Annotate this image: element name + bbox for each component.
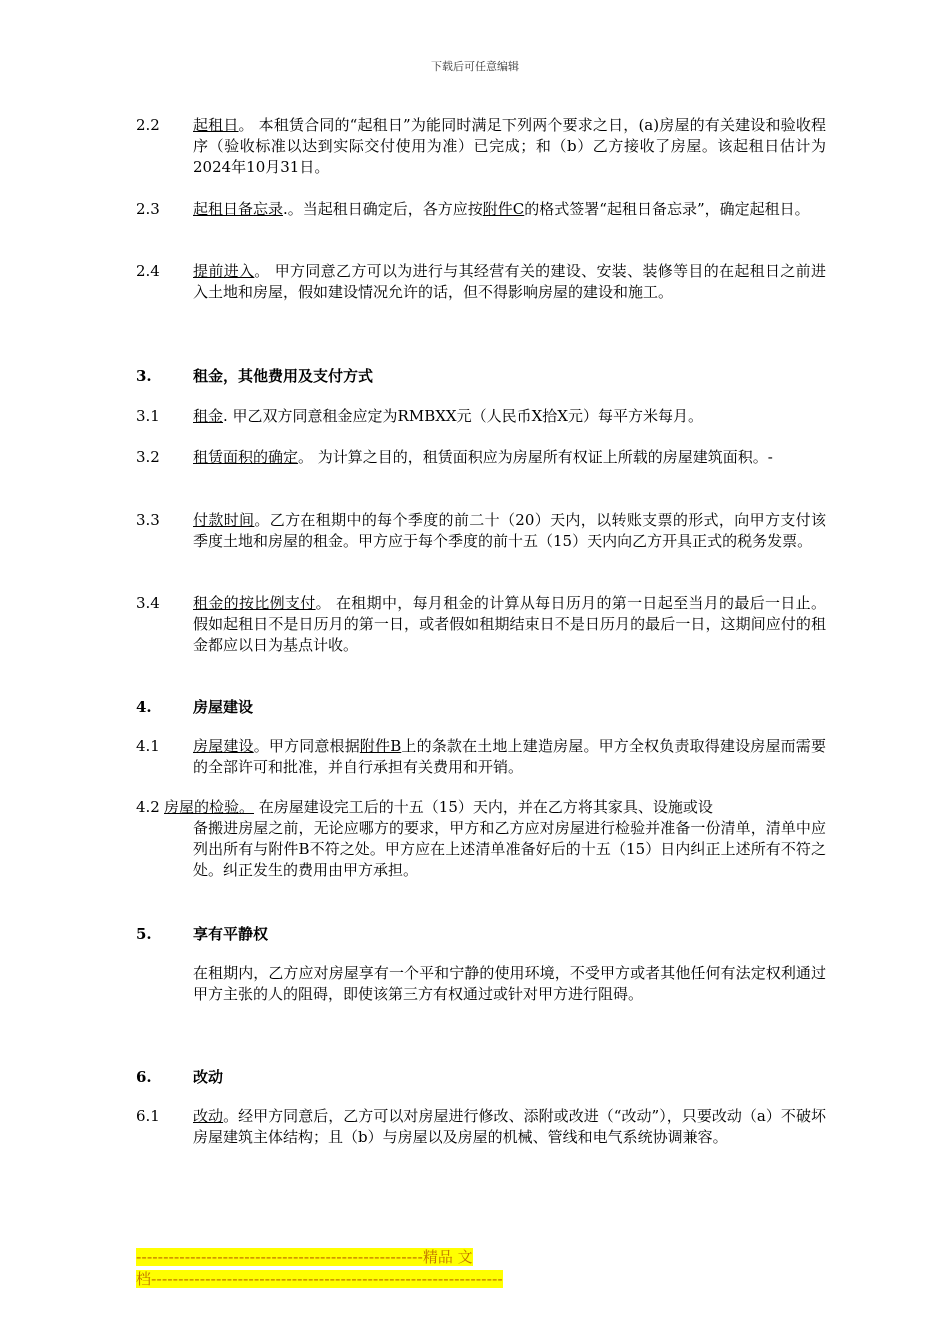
- clause-number: 3.4: [136, 594, 160, 612]
- clause-6-1: [136, 1106, 826, 1148]
- section-title: 房屋建设: [193, 698, 254, 716]
- clause-text: 在租期内，乙方应对房屋享有一个平和宁静的使用环境，不受甲方或者其他任何有法定权利通过甲方主张的人的阻碍，即使该第三方有权通过或针对甲方进行阻碍。: [193, 964, 826, 1003]
- clause-number: 3.3: [136, 511, 160, 529]
- footer-watermark: [136, 1246, 556, 1290]
- page-header: 下载后可任意编辑: [431, 60, 519, 73]
- section-heading-3: [136, 365, 373, 386]
- clause-number: 4.1: [136, 737, 160, 755]
- section-title: 改动: [193, 1068, 224, 1086]
- section-number: 3.: [136, 367, 152, 385]
- clause-text: 。 为计算之目的，租赁面积应为房屋所有权证上所载的房屋建筑面积。-: [298, 448, 773, 466]
- footer-line-1: -----------------------------------------------------精品 文: [136, 1248, 473, 1266]
- clause-title: 房屋建设: [193, 737, 254, 755]
- clause-3-1: [136, 406, 826, 427]
- clause-4-2: [136, 797, 826, 881]
- clause-number: 2.2: [136, 116, 160, 134]
- clause-number: 4.2: [136, 798, 160, 816]
- clause-text: .。当起租日确定后，各方应按: [283, 200, 483, 218]
- footer-line-2: 档-----------------------------------------------------------------: [136, 1270, 503, 1288]
- clause-title: 租金的按比例支付: [193, 594, 316, 612]
- clause-title: 提前进入: [193, 262, 255, 280]
- section-heading-5: [136, 923, 268, 944]
- clause-number: 3.1: [136, 407, 160, 425]
- appendix-b-link: 附件B: [359, 737, 402, 755]
- clause-3-2: [136, 447, 826, 468]
- section-title: 租金，其他费用及支付方式: [193, 367, 374, 385]
- clause-text: 。 本租赁合同的“起租日”为能同时满足下列两个要求之日，(a)房屋的有关建设和验收程序（验收标准以达到实际交付使用为准）已完成；和（b）乙方接收了房屋。该起租日估计为2024年10月31日。: [193, 116, 826, 176]
- clause-text: 。 甲方同意乙方可以为进行与其经营有关的建设、安装、装修等目的在起租日之前进入土地和房屋，假如建设情况允许的话，但不得影响房屋的建设和施工。: [193, 262, 826, 301]
- section-number: 6.: [136, 1068, 152, 1086]
- clause-text-cont: 备搬进房屋之前，无论应哪方的要求，甲方和乙方应对房屋进行检验并准备一份清单，清单中应列出所有与附件B不符之处。甲方应在上述清单准备好后的十五（15）日内纠正上述所有不符之处。纠正发生的费用由甲方承担。: [193, 819, 826, 879]
- clause-number: 2.3: [136, 200, 160, 218]
- clause-3-3: [136, 510, 826, 552]
- clause-title: 租金: [193, 407, 224, 425]
- clause-title: 租赁面积的确定: [193, 448, 299, 466]
- clause-text: 在房屋建设完工后的十五（15）天内，并在乙方将其家具、设施或设: [254, 798, 713, 816]
- clause-text: 。甲方同意根据: [253, 737, 360, 755]
- section-title: 享有平静权: [193, 925, 269, 943]
- clause-text: . 甲乙双方同意租金应定为RMBXX元（人民币X拾X元）每平方米每月。: [223, 407, 703, 425]
- section-heading-6: [136, 1066, 223, 1087]
- clause-title: 起租日: [193, 116, 239, 134]
- clause-number: 3.2: [136, 448, 160, 466]
- clause-5-body: [136, 963, 826, 1005]
- clause-3-4: [136, 593, 826, 656]
- clause-number: 2.4: [136, 262, 160, 280]
- clause-title: 起租日备忘录: [193, 200, 284, 218]
- clause-title: 房屋的检验。: [164, 798, 255, 816]
- clause-title: 付款时间: [193, 511, 255, 529]
- appendix-c-link: 附件C: [482, 200, 525, 218]
- clause-text: 。 在租期中，每月租金的计算从每日历月的第一日起至当月的最后一日止。假如起租日不是日历月的第一日，或者假如租期结束日不是日历月的最后一日，这期间应付的租金都应以日为基点计收。: [193, 594, 826, 654]
- clause-text-cont: 上的条款在土地上建造房屋。甲方全权负责取得建设房屋而需要的全部许可和批准，并自行承担有关费用和开销。: [193, 737, 826, 776]
- clause-number: 6.1: [136, 1107, 160, 1125]
- clause-2-2: [136, 115, 826, 178]
- clause-text-cont: 的格式签署“起租日备忘录”，确定起租日。: [524, 200, 810, 218]
- section-number: 4.: [136, 698, 152, 716]
- clause-4-1: [136, 736, 826, 778]
- clause-title: 改动: [193, 1107, 224, 1125]
- clause-2-4: [136, 261, 826, 303]
- section-heading-4: [136, 696, 253, 717]
- clause-2-3: [136, 199, 826, 220]
- section-number: 5.: [136, 925, 152, 943]
- clause-text: 。乙方在租期中的每个季度的前二十（20）天内，以转账支票的形式，向甲方支付该季度土地和房屋的租金。甲方应于每个季度的前十五（15）天内向乙方开具正式的税务发票。: [193, 511, 826, 550]
- clause-text: 。经甲方同意后，乙方可以对房屋进行修改、添附或改进（“改动”），只要改动（a）不破坏房屋建筑主体结构；且（b）与房屋以及房屋的机械、管线和电气系统协调兼容。: [193, 1107, 826, 1146]
